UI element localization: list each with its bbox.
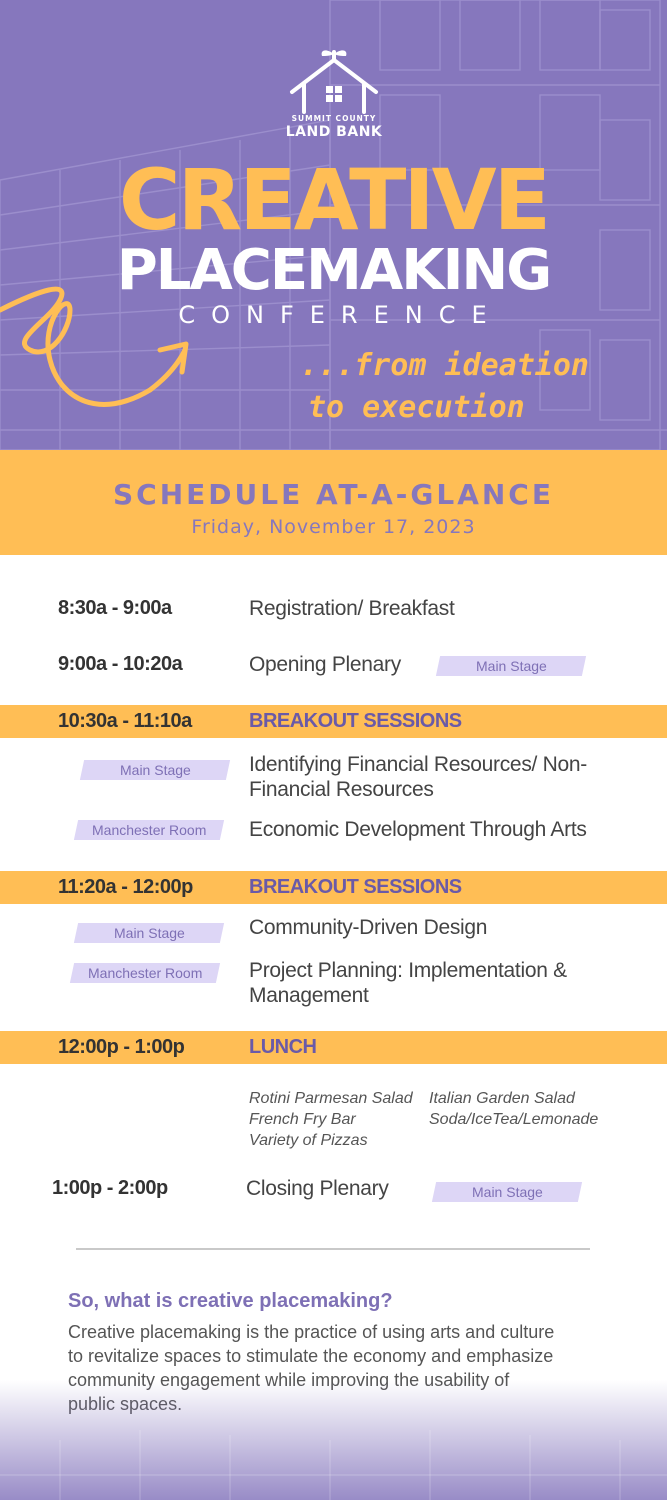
location-tag (436, 656, 586, 676)
item-closing: Closing Plenary (246, 1177, 389, 1200)
swirl-arrow-icon (0, 270, 200, 440)
about-text-line: to revitalize spaces to stimulate the economy and emphasize (68, 1346, 554, 1366)
location-tag (80, 760, 230, 780)
session-title: Community-Driven Design (249, 916, 488, 939)
session-title-line1: Project Planning: Implementation & (249, 959, 567, 982)
session-title-line1: Identifying Financial Resources/ Non- (249, 753, 587, 776)
title-placemaking: PLACEMAKING (116, 238, 551, 303)
time-opening: 9:00a - 10:20a (58, 653, 183, 675)
land-bank-logo (282, 48, 386, 148)
about-text-line: Creative placemaking is the practice of using arts and culture (68, 1322, 555, 1342)
time-closing: 1:00p - 2:00p (52, 1177, 168, 1199)
location-tag (74, 923, 224, 943)
section-bar-breakout2 (0, 871, 667, 904)
location-tag-label: Main Stage (475, 658, 547, 674)
title-creative: CREATIVE (118, 151, 549, 249)
session-title-line2: Financial Resources (249, 778, 434, 801)
menu-item: Soda/IceTea/Lemonade (429, 1111, 599, 1128)
label-breakout2: BREAKOUT SESSIONS (249, 876, 462, 898)
divider (76, 1248, 590, 1250)
schedule-header (0, 450, 667, 555)
menu-item: Variety of Pizzas (249, 1132, 368, 1149)
logo-text-county: SUMMIT COUNTY (291, 114, 377, 123)
time-breakout1: 10:30a - 11:10a (58, 710, 192, 732)
time-lunch: 12:00p - 1:00p (58, 1036, 185, 1058)
location-tag-label: Main Stage (119, 762, 191, 778)
session-title-line2: Management (249, 984, 369, 1007)
session-title: Economic Development Through Arts (249, 818, 587, 841)
hero-banner (0, 0, 667, 450)
section-bar-lunch (0, 1031, 667, 1064)
location-tag (432, 1182, 582, 1202)
logo-text-landbank: LAND BANK (285, 124, 383, 140)
title-conference: CONFERENCE (178, 301, 503, 329)
time-breakout2: 11:20a - 12:00p (58, 876, 193, 898)
session-title (249, 752, 587, 802)
menu-item: Italian Garden Salad (429, 1090, 575, 1107)
about-title: So, what is creative placemaking? (68, 1290, 393, 1312)
house-leaf-icon (284, 48, 384, 114)
location-tag-label: Manchester Room (87, 965, 203, 981)
section-bar-breakout1 (0, 705, 667, 738)
tagline (300, 345, 600, 429)
location-tag (74, 820, 224, 840)
location-tag-label: Manchester Room (91, 822, 207, 838)
label-lunch: LUNCH (249, 1036, 317, 1058)
time-registration: 8:30a - 9:00a (58, 597, 172, 619)
item-opening: Opening Plenary (249, 653, 401, 676)
schedule-date: Friday, November 17, 2023 (191, 516, 476, 538)
tagline-line2: to execution (308, 390, 525, 425)
item-registration: Registration/ Breakfast (249, 597, 455, 620)
label-breakout1: BREAKOUT SESSIONS (249, 710, 462, 732)
menu-item: French Fry Bar (249, 1111, 356, 1128)
location-tag (70, 963, 220, 983)
tagline-line1: ...from ideation (300, 348, 589, 383)
schedule-title: SCHEDULE AT-A-GLANCE (113, 478, 554, 511)
session-title (249, 958, 567, 1008)
lunch-menu-col1 (249, 1088, 413, 1151)
bottom-building-fade (0, 1380, 667, 1500)
menu-item: Rotini Parmesan Salad (249, 1090, 413, 1107)
lunch-menu-col2 (429, 1088, 598, 1130)
location-tag-label: Main Stage (113, 925, 185, 941)
location-tag-label: Main Stage (471, 1184, 543, 1200)
